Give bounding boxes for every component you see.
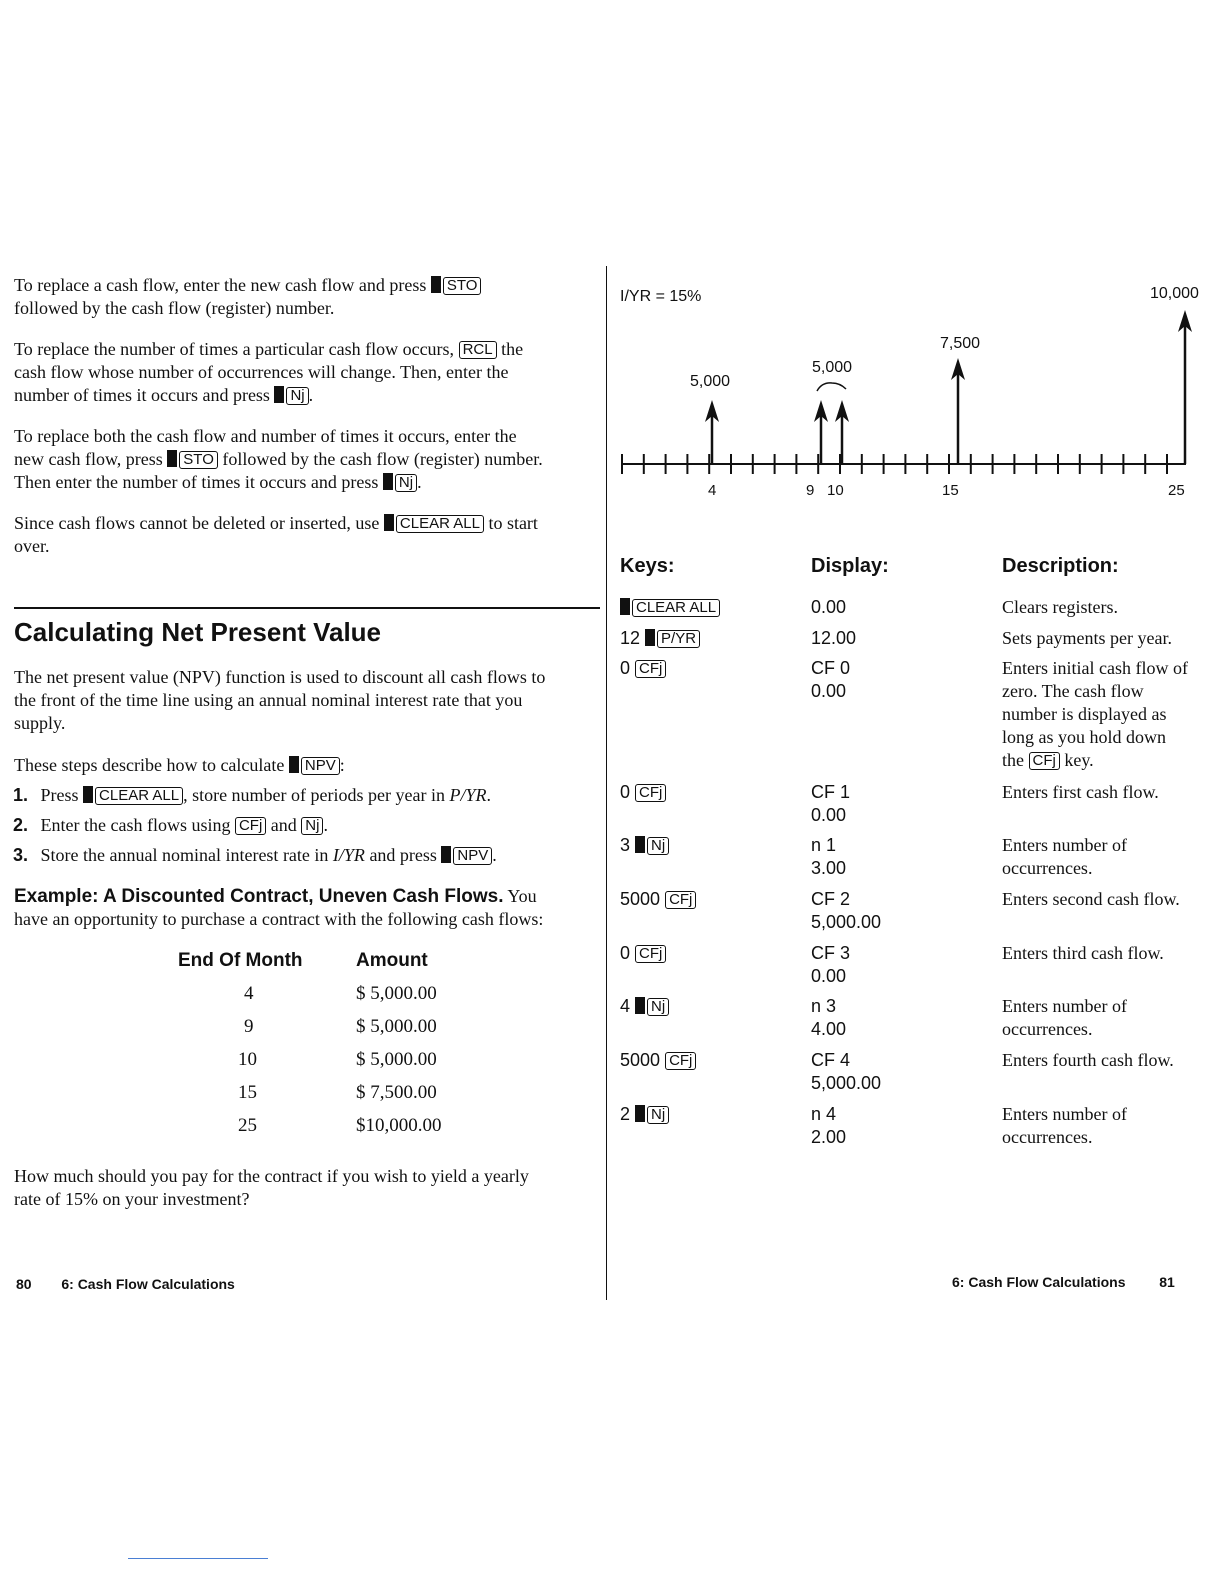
- display-line: n 4: [811, 1104, 837, 1124]
- amount-cell: $ 5,000.00: [356, 1048, 437, 1070]
- description-line: number is displayed as: [1002, 704, 1167, 724]
- description-line: zero. The cash flow: [1002, 681, 1144, 701]
- keys-cell: [620, 942, 666, 965]
- text: rate of 15% on your investment?: [14, 1189, 250, 1209]
- shift-key-icon: [441, 846, 451, 863]
- text: .: [492, 845, 497, 865]
- key-prefix: 5000: [620, 1050, 661, 1070]
- display-line: CF 3: [811, 943, 851, 963]
- keys-cell: [620, 1103, 669, 1126]
- key-prefix: 0: [620, 658, 631, 678]
- display-line: 5,000.00: [811, 1073, 882, 1093]
- cash-flow-arrow: [951, 358, 965, 464]
- amount-cell: $ 7,500.00: [356, 1081, 437, 1103]
- shift-key-icon: [83, 786, 93, 803]
- text: .: [417, 472, 422, 492]
- text: the: [1002, 750, 1024, 770]
- text: followed by the cash flow (register) number.: [14, 298, 335, 318]
- text: You: [507, 886, 537, 906]
- page-number: 80: [16, 1276, 32, 1292]
- text: to start: [488, 513, 538, 533]
- calculator-key: CFj: [665, 1052, 696, 1070]
- replace-occurrences-paragraph: [14, 338, 604, 407]
- display-line: 2.00: [811, 1127, 847, 1147]
- cash-flow-arrow: [1178, 310, 1192, 464]
- rcl-key: RCL: [459, 341, 497, 359]
- example-title: Example: A Discounted Contract, Uneven Cash Flows.: [14, 886, 504, 907]
- text: To replace the number of times a particular cash flow occurs,: [14, 339, 455, 359]
- text: These steps describe how to calculate: [14, 755, 285, 775]
- shift-key-icon: [635, 997, 645, 1014]
- text: over.: [14, 536, 50, 556]
- description-line: Enters initial cash flow of: [1002, 658, 1188, 678]
- description-line: Enters number of: [1002, 996, 1127, 1016]
- calculator-key: Nj: [647, 998, 669, 1016]
- description-line: long as you hold down: [1002, 727, 1166, 747]
- text: Then enter the number of times it occurs and press: [14, 472, 379, 492]
- description-line: Enters third cash flow.: [1002, 943, 1164, 963]
- tick-label: 10: [827, 482, 844, 499]
- display-cell: [811, 834, 846, 880]
- text: and press: [369, 845, 437, 865]
- display-line: CF 1: [811, 782, 851, 802]
- display-cell: [811, 942, 850, 988]
- display-line: 0.00: [811, 681, 847, 701]
- text: the front of the time line using an annual nominal interest rate that you: [14, 690, 523, 710]
- cash-flow-diagram: [610, 276, 1210, 506]
- chapter-title: 6: Cash Flow Calculations: [61, 1276, 235, 1292]
- shift-key-icon: [274, 386, 284, 403]
- key-prefix: 3: [620, 835, 631, 855]
- step-number: 2.: [12, 815, 28, 835]
- keys-cell: [620, 781, 666, 804]
- cash-flow-arrow: [835, 400, 849, 464]
- display-cell: [811, 1049, 881, 1095]
- calculator-key: Nj: [647, 837, 669, 855]
- section-heading: Calculating Net Present Value: [14, 617, 382, 647]
- text: followed by the cash flow (register) number.: [222, 449, 543, 469]
- keys-cell: [620, 627, 700, 650]
- key-prefix: 12: [620, 628, 641, 648]
- pyr-term: P/YR: [449, 785, 487, 805]
- description-cell: [1002, 1049, 1212, 1072]
- description-cell: [1002, 1103, 1212, 1149]
- description-line: occurrences.: [1002, 1127, 1093, 1147]
- npv-key: NPV: [453, 847, 492, 865]
- text: cash flow whose number of occurrences will change. Then, enter the: [14, 362, 509, 382]
- left-footer: [16, 1276, 235, 1292]
- flow-label: 5,000: [812, 359, 853, 376]
- text: supply.: [14, 713, 66, 733]
- tick-label: 4: [708, 482, 717, 499]
- calculator-key: CLEAR ALL: [632, 599, 720, 617]
- replace-both-paragraph: [14, 425, 604, 494]
- text: Press: [40, 785, 79, 805]
- flow-label: 10,000: [1150, 285, 1199, 302]
- key-prefix: 5000: [620, 889, 661, 909]
- cfj-key: CFj: [235, 817, 266, 835]
- text: number of times it occurs and press: [14, 385, 270, 405]
- month-cell: 9: [244, 1015, 254, 1037]
- keys-cell: [620, 834, 669, 857]
- display-line: CF 2: [811, 889, 851, 909]
- iyr-term: I/YR: [332, 845, 365, 865]
- table-row: [178, 1010, 442, 1043]
- shift-key-icon: [635, 1105, 645, 1122]
- right-footer: [952, 1274, 1175, 1290]
- step-3: [0, 844, 600, 867]
- calculator-key: CFj: [665, 891, 696, 909]
- text: .: [486, 785, 491, 805]
- display-cell: [811, 888, 881, 934]
- amount-cell: $ 5,000.00: [356, 1015, 437, 1037]
- display-line: 3.00: [811, 858, 847, 878]
- display-cell: [811, 1103, 846, 1149]
- key-prefix: 0: [620, 943, 631, 963]
- display-line: CF 4: [811, 1050, 851, 1070]
- amount-cell: $ 5,000.00: [356, 982, 437, 1004]
- step-number: 1.: [12, 785, 28, 805]
- text: The net present value (NPV) function is used to discount all cash flows to: [14, 667, 546, 687]
- rate-label: I/YR = 15%: [620, 288, 702, 305]
- table-row: [178, 1043, 442, 1076]
- description-cell: [1002, 596, 1212, 619]
- flow-label: 7,500: [940, 335, 981, 352]
- key-prefix: 0: [620, 782, 631, 802]
- npv-key: NPV: [301, 757, 340, 775]
- text: To replace a cash flow, enter the new cash flow and press: [14, 275, 427, 295]
- description-line: Enters number of: [1002, 835, 1127, 855]
- shift-key-icon: [645, 629, 655, 646]
- display-line: 5,000.00: [811, 912, 882, 932]
- key-prefix: 4: [620, 996, 631, 1016]
- description-line: Clears registers.: [1002, 597, 1118, 617]
- calculator-key: CFj: [635, 660, 666, 678]
- text: Since cash flows cannot be deleted or inserted, use: [14, 513, 380, 533]
- page-gutter-line: [606, 266, 607, 1300]
- description-line: Sets payments per year.: [1002, 628, 1172, 648]
- cash-flow-arrow: [705, 400, 719, 464]
- clear-all-key: CLEAR ALL: [95, 787, 183, 805]
- display-line: CF 0: [811, 658, 851, 678]
- table-row: [178, 1109, 442, 1142]
- shift-key-icon: [289, 756, 299, 773]
- step-2: [0, 814, 600, 837]
- cash-flow-arrow: [814, 400, 828, 464]
- description-column-header: Description:: [1002, 555, 1119, 577]
- chapter-title: 6: Cash Flow Calculations: [952, 1274, 1126, 1290]
- text: How much should you pay for the contract if you wish to yield a yearly: [14, 1166, 529, 1186]
- shift-key-icon: [431, 276, 441, 293]
- display-cell: [811, 596, 846, 619]
- calculator-key: P/YR: [657, 630, 700, 648]
- grouping-bracket: [817, 383, 846, 391]
- display-line: 0.00: [811, 597, 847, 617]
- display-line: 4.00: [811, 1019, 847, 1039]
- display-cell: [811, 657, 850, 703]
- key-prefix: 2: [620, 1104, 631, 1124]
- steps-list: [0, 784, 600, 874]
- shift-key-icon: [635, 836, 645, 853]
- display-cell: [811, 995, 846, 1041]
- display-cell: [811, 781, 850, 827]
- description-line: [1002, 749, 1212, 772]
- description-cell: [1002, 942, 1212, 965]
- keys-column-header: Keys:: [620, 555, 675, 577]
- clear-all-key: CLEAR ALL: [396, 515, 484, 533]
- description-line: occurrences.: [1002, 858, 1093, 878]
- display-line: 12.00: [811, 628, 857, 648]
- description-cell: [1002, 995, 1212, 1041]
- example-paragraph: [14, 885, 606, 931]
- month-cell: 4: [244, 982, 254, 1004]
- sto-key: STO: [179, 451, 218, 469]
- shift-key-icon: [383, 473, 393, 490]
- description-cell: [1002, 627, 1212, 650]
- sto-key: STO: [443, 277, 482, 295]
- description-line: occurrences.: [1002, 1019, 1093, 1039]
- section-divider: [14, 607, 600, 609]
- tick-label: 25: [1168, 482, 1185, 499]
- tick-label: 9: [806, 482, 815, 499]
- text: the: [501, 339, 524, 359]
- display-cell: [811, 627, 856, 650]
- keys-cell: [620, 888, 696, 911]
- flow-label: 5,000: [690, 373, 731, 390]
- column-header: End Of Month: [178, 949, 303, 971]
- text: :: [339, 755, 345, 775]
- month-cell: 25: [238, 1114, 257, 1136]
- description-line: Enters number of: [1002, 1104, 1127, 1124]
- nj-key: Nj: [286, 387, 308, 405]
- keys-cell: [620, 657, 666, 680]
- description-cell: [1002, 834, 1212, 880]
- text: Enter the cash flows using: [40, 815, 231, 835]
- table-header-row: [178, 944, 442, 977]
- nj-key: Nj: [395, 474, 417, 492]
- text: new cash flow, press: [14, 449, 163, 469]
- cfj-key: CFj: [1029, 752, 1060, 770]
- nj-key: Nj: [301, 817, 323, 835]
- shift-key-icon: [620, 598, 630, 615]
- text: .: [323, 815, 328, 835]
- column-header: Amount: [356, 949, 428, 971]
- shift-key-icon: [167, 450, 177, 467]
- question-paragraph: [14, 1165, 604, 1211]
- text: .: [308, 385, 314, 405]
- start-over-paragraph: [14, 512, 604, 558]
- description-cell: [1002, 657, 1212, 772]
- table-row: [178, 1076, 442, 1109]
- amount-cell: $10,000.00: [356, 1114, 442, 1136]
- display-line: n 1: [811, 835, 837, 855]
- description-line: Enters fourth cash flow.: [1002, 1050, 1174, 1070]
- description-cell: [1002, 781, 1212, 804]
- tick-label: 15: [942, 482, 959, 499]
- calculator-key: CFj: [635, 784, 666, 802]
- text: , store number of periods per year in: [183, 785, 445, 805]
- text: To replace both the cash flow and number of times it occurs, enter the: [14, 426, 517, 446]
- scan-artifact-line: [128, 1558, 268, 1559]
- month-cell: 15: [238, 1081, 257, 1103]
- description-cell: [1002, 888, 1212, 911]
- display-line: 0.00: [811, 966, 847, 986]
- calculator-key: CFj: [635, 945, 666, 963]
- step-number: 3.: [12, 845, 28, 865]
- steps-intro: [14, 754, 604, 777]
- table-row: [178, 977, 442, 1010]
- shift-key-icon: [384, 514, 394, 531]
- text: have an opportunity to purchase a contract with the following cash flows:: [14, 909, 544, 929]
- text: Store the annual nominal interest rate in: [40, 845, 329, 865]
- display-line: 0.00: [811, 805, 847, 825]
- keys-cell: [620, 596, 720, 619]
- cash-flow-table: [178, 944, 442, 1142]
- month-cell: 10: [238, 1048, 257, 1070]
- text: and: [270, 815, 297, 835]
- description-line: Enters second cash flow.: [1002, 889, 1180, 909]
- npv-intro-paragraph: [14, 666, 604, 735]
- keys-cell: [620, 1049, 696, 1072]
- step-1: [0, 784, 600, 807]
- text: key.: [1064, 750, 1094, 770]
- display-line: n 3: [811, 996, 837, 1016]
- display-column-header: Display:: [811, 555, 889, 577]
- keys-cell: [620, 995, 669, 1018]
- calculator-key: Nj: [647, 1106, 669, 1124]
- description-line: Enters first cash flow.: [1002, 782, 1159, 802]
- page-number: 81: [1159, 1274, 1175, 1290]
- replace-cash-flow-paragraph: [14, 274, 604, 320]
